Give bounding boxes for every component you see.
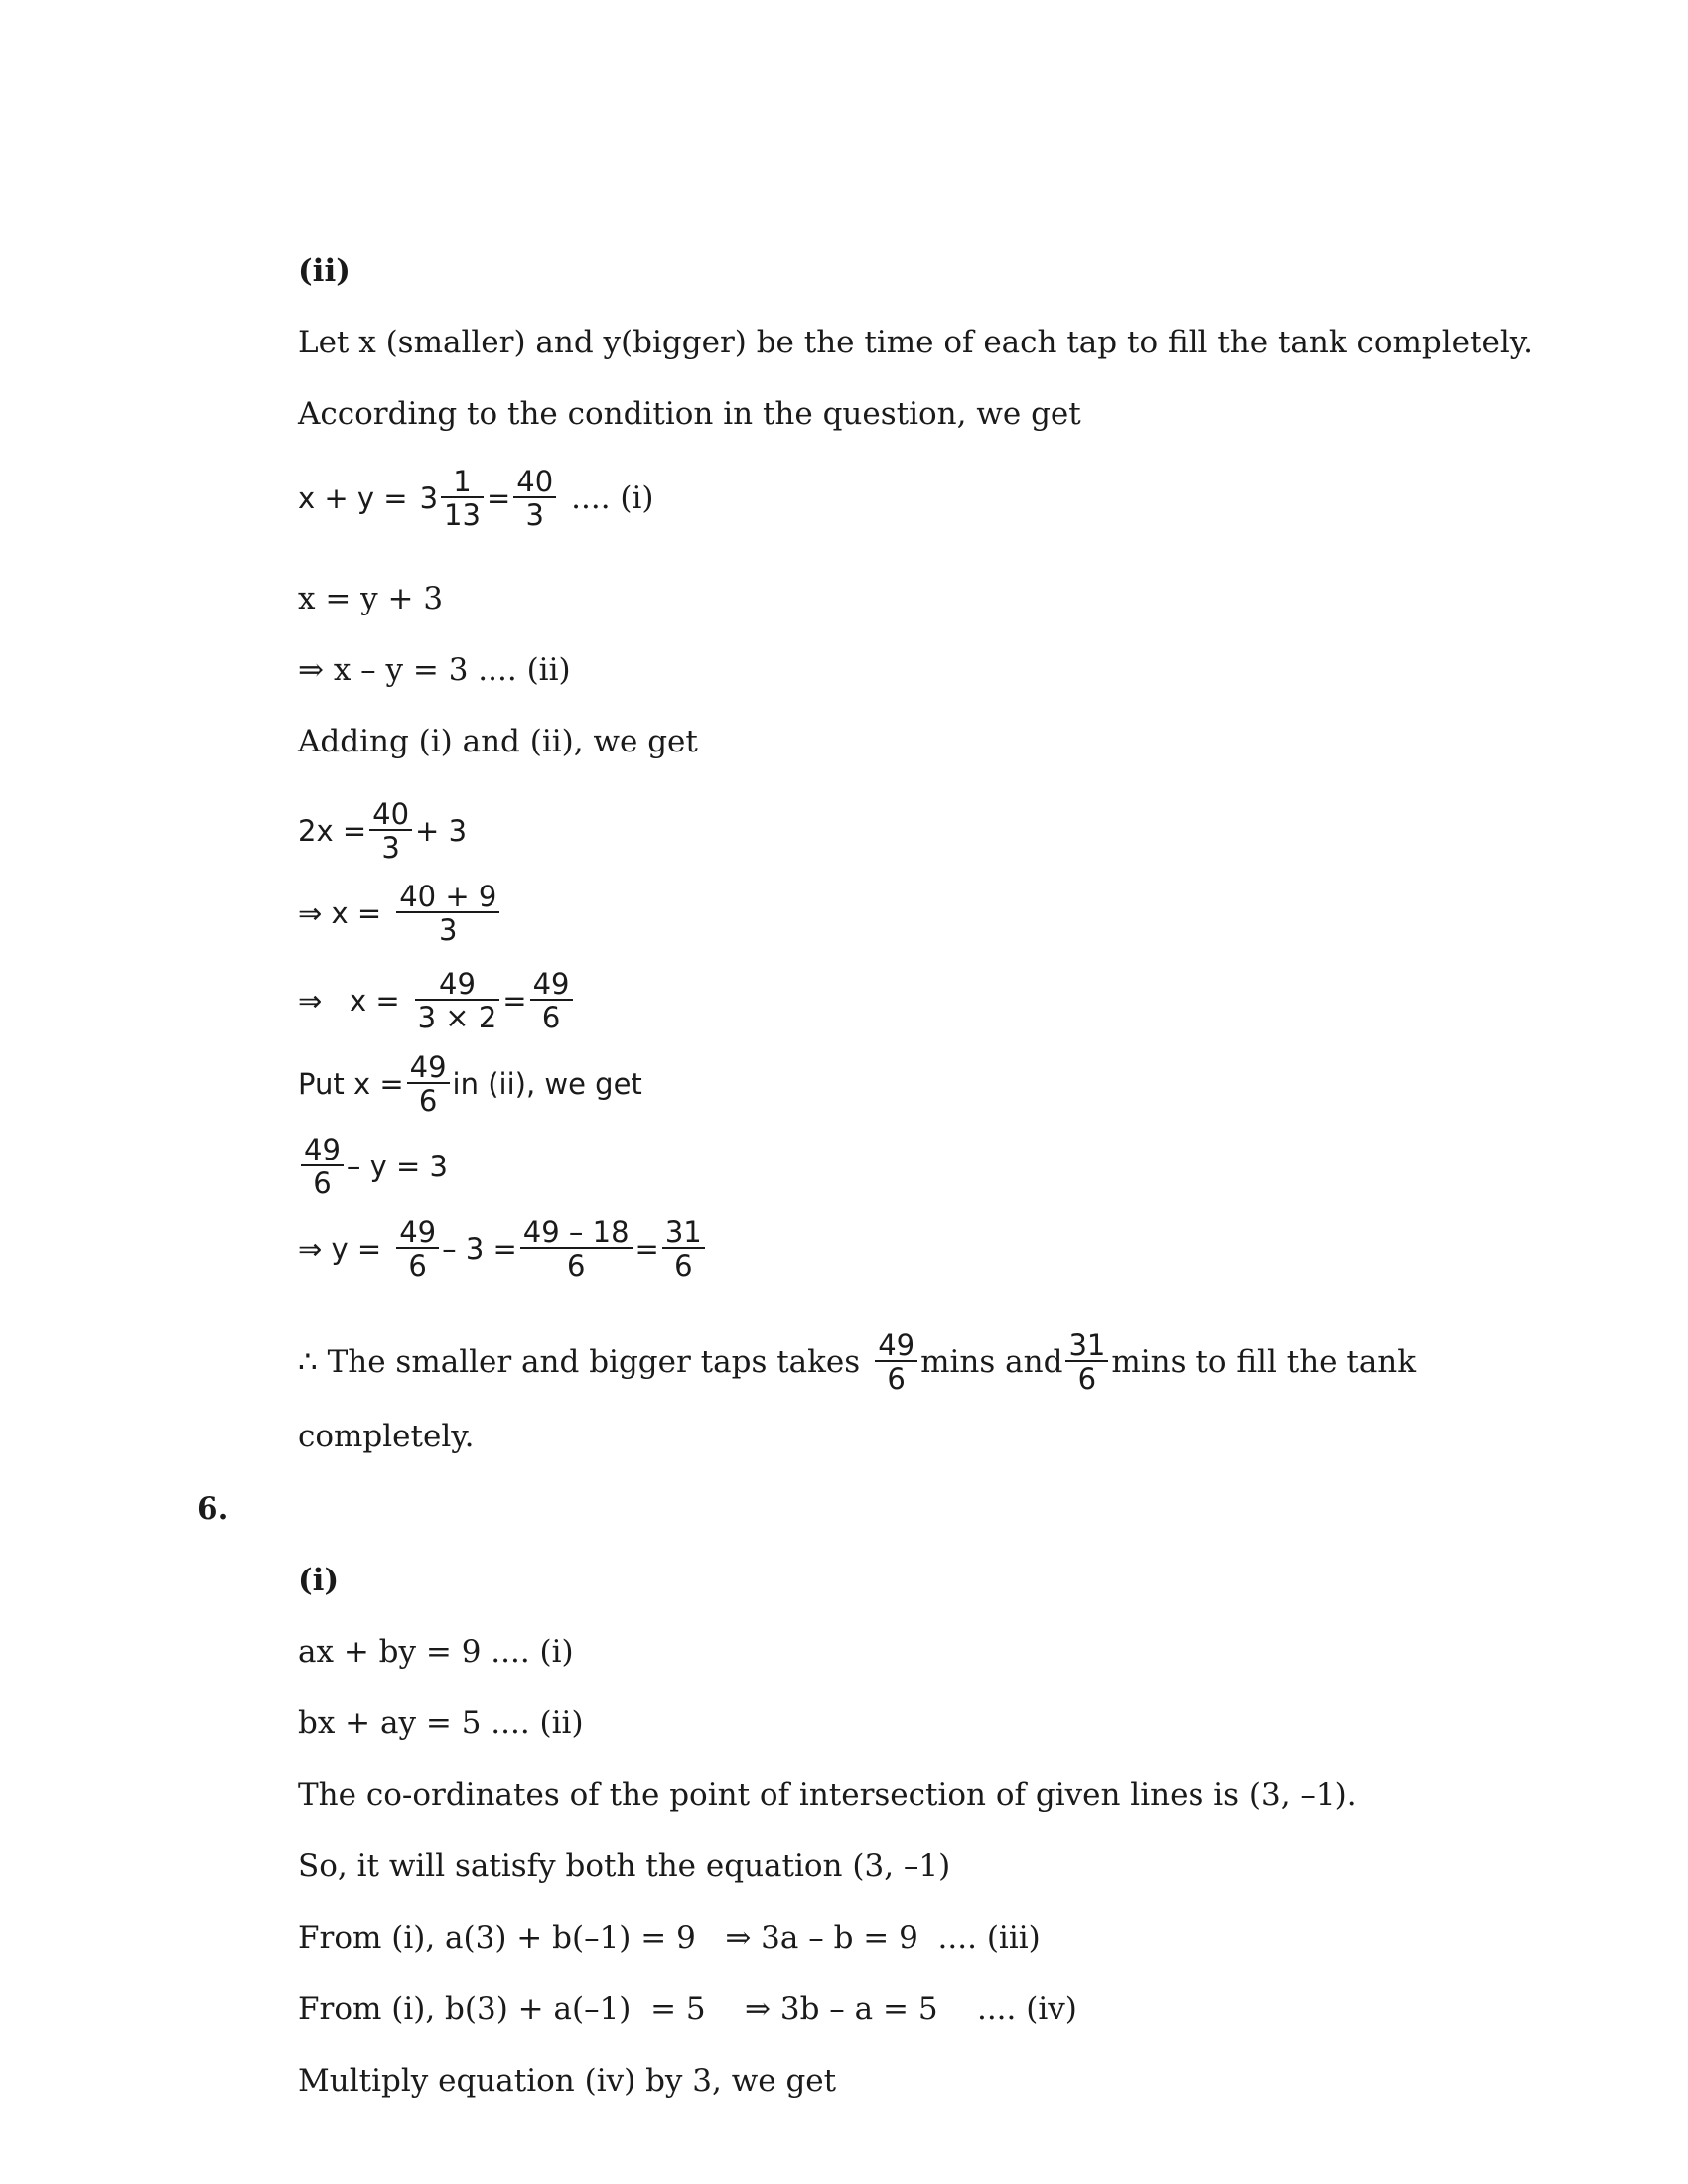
eq-text: ⇒ x = xyxy=(298,983,400,1018)
equation-line: ax + by = 9 .... (i) xyxy=(298,1634,574,1670)
part-ii-heading: (ii) xyxy=(298,253,351,289)
fraction: $\frac{31}{6}$ xyxy=(662,1217,705,1282)
question-number: 6. xyxy=(197,1491,229,1527)
step-1 xyxy=(298,799,467,864)
equation-i xyxy=(298,467,654,531)
step-2 xyxy=(298,882,502,946)
text-line: Adding (i) and (ii), we get xyxy=(298,724,698,759)
eq-text: mins to fill the tank xyxy=(1111,1343,1417,1380)
fraction: $\frac{1}{13}$ xyxy=(441,467,484,531)
eq-text: ⇒ x = xyxy=(298,895,382,930)
fraction: $\frac{40}{3}$ xyxy=(513,467,556,531)
conclusion-line xyxy=(298,1330,1416,1395)
equation-line: bx + ay = 5 .... (ii) xyxy=(298,1706,584,1741)
step-4 xyxy=(298,1052,642,1117)
eq-text: + 3 xyxy=(415,813,468,848)
eq-text: ⇒ y = xyxy=(298,1231,382,1266)
fraction: $\frac{49 - 18}{6}$ xyxy=(520,1217,633,1282)
fraction: $\frac{49}{3 \times 2}$ xyxy=(415,969,500,1033)
equation-line: ⇒ x – y = 3 .... (ii) xyxy=(298,652,571,688)
fraction: $\frac{40}{3}$ xyxy=(369,799,412,864)
equation-line: From (i), a(3) + b(–1) = 9 ⇒ 3a – b = 9 .... (iii) xyxy=(298,1920,1041,1956)
part-i-heading: (i) xyxy=(298,1563,340,1598)
step-6 xyxy=(298,1217,708,1282)
text-line: Multiply equation (iv) by 3, we get xyxy=(298,2063,837,2099)
eq-text: – 3 = xyxy=(442,1231,517,1266)
eq-text: = xyxy=(502,983,527,1018)
text-line: So, it will satisfy both the equation (3, –1) xyxy=(298,1848,951,1884)
text-line: completely. xyxy=(298,1419,475,1454)
equation-line: x = y + 3 xyxy=(298,581,444,616)
eq-text: in (ii), we get xyxy=(452,1066,642,1101)
fraction: $\frac{40 + 9}{3}$ xyxy=(396,882,499,946)
eq-text: Put x = xyxy=(298,1066,404,1101)
fraction: $\frac{49}{6}$ xyxy=(407,1052,450,1117)
step-3 xyxy=(298,969,576,1033)
eq-text: = xyxy=(634,1231,659,1266)
eq-text: mins and xyxy=(920,1343,1063,1380)
fraction: $\frac{49}{6}$ xyxy=(396,1217,439,1282)
text-line: Let x (smaller) and y(bigger) be the time of each tap to fill the tank completely. xyxy=(298,325,1533,360)
step-5 xyxy=(298,1135,448,1199)
fraction: $\frac{49}{6}$ xyxy=(875,1330,917,1395)
text-line: The co-ordinates of the point of intersection of given lines is (3, –1). xyxy=(298,1777,1357,1813)
eq-text: ∴ The smaller and bigger taps takes xyxy=(298,1343,861,1380)
eq-text: 3 xyxy=(419,480,439,515)
fraction: $\frac{49}{6}$ xyxy=(530,969,573,1033)
eq-text: 2x = xyxy=(298,813,367,848)
eq-text: x + y = xyxy=(298,480,408,515)
fraction: $\frac{49}{6}$ xyxy=(301,1135,344,1199)
text-line: According to the condition in the question, we get xyxy=(298,396,1081,432)
equation-line: From (i), b(3) + a(–1) = 5 ⇒ 3b – a = 5 .... (iv) xyxy=(298,1991,1077,2027)
eq-text: = xyxy=(486,480,511,515)
eq-text: – y = 3 xyxy=(346,1149,448,1183)
fraction: $\frac{31}{6}$ xyxy=(1065,1330,1108,1395)
eq-tag: .... (i) xyxy=(571,479,654,516)
